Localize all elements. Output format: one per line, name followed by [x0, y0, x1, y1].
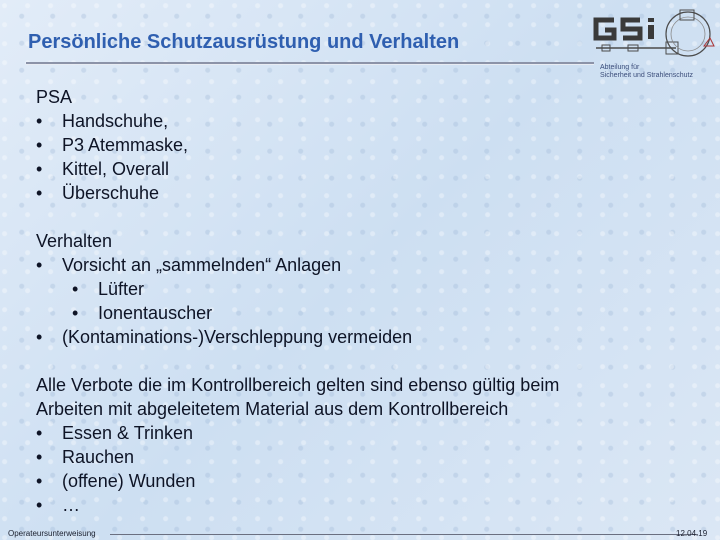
bullet: • — [36, 183, 43, 203]
list-item-text: P3 Atemmaske, — [62, 135, 189, 155]
gsi-logo-icon — [588, 6, 716, 64]
section-heading-psa: PSA — [36, 87, 73, 107]
logo-caption-line2: Sicherheit und Strahlenschutz — [600, 72, 693, 79]
list-item-text: Rauchen — [62, 447, 135, 467]
bullet: • — [36, 111, 43, 131]
section-heading-verbote-line2: Arbeiten mit abgeleitetem Material aus dem Kontrollbereich — [36, 399, 509, 419]
section-heading-verbote-line1: Alle Verbote die im Kontrollbereich gelten sind ebenso gültig beim — [36, 375, 560, 395]
logo-caption-line1: Abteilung für — [600, 64, 640, 71]
list-item — [36, 445, 676, 469]
bullet: • — [36, 255, 43, 275]
gsi-logo — [588, 6, 716, 88]
list-item — [36, 133, 676, 157]
list-item-text: … — [62, 495, 80, 515]
sub-list-item — [36, 277, 676, 301]
list-item — [36, 253, 676, 277]
list-item-text: Überschuhe — [62, 183, 160, 203]
footer-label: Operateursunterweisung — [8, 529, 96, 538]
bullet: • — [36, 471, 43, 491]
list-item — [36, 421, 676, 445]
slide-title: Persönliche Schutzausrüstung und Verhalten — [28, 31, 460, 53]
sub-list-item-text: Lüfter — [98, 279, 145, 299]
slide-body — [36, 85, 676, 517]
bullet: • — [72, 279, 79, 299]
bullet: • — [36, 135, 43, 155]
bullet: • — [36, 423, 43, 443]
section-heading-verhalten: Verhalten — [36, 231, 113, 251]
logo-caption — [600, 64, 693, 80]
bullet: • — [36, 327, 43, 347]
footer-date: 12.04.19 — [676, 529, 708, 538]
list-item — [36, 157, 676, 181]
list-item-text: Vorsicht an „sammelnden“ Anlagen — [62, 255, 342, 275]
bullet: • — [36, 159, 43, 179]
sub-list-item-text: Ionentauscher — [98, 303, 213, 323]
bullet: • — [36, 495, 43, 515]
list-item — [36, 469, 676, 493]
list-item — [36, 109, 676, 133]
list-item — [36, 493, 676, 517]
list-item-text: Kittel, Overall — [62, 159, 170, 179]
sub-list-item — [36, 301, 676, 325]
title-divider — [26, 62, 594, 65]
bullet: • — [72, 303, 79, 323]
list-item-text: (offene) Wunden — [62, 471, 196, 491]
list-item-text: Handschuhe, — [62, 111, 169, 131]
footer-divider — [110, 534, 698, 535]
bullet: • — [36, 447, 43, 467]
list-item-text: Essen & Trinken — [62, 423, 194, 443]
list-item — [36, 181, 676, 205]
list-item-text: (Kontaminations-)Verschleppung vermeiden — [62, 327, 413, 347]
list-item — [36, 325, 676, 349]
